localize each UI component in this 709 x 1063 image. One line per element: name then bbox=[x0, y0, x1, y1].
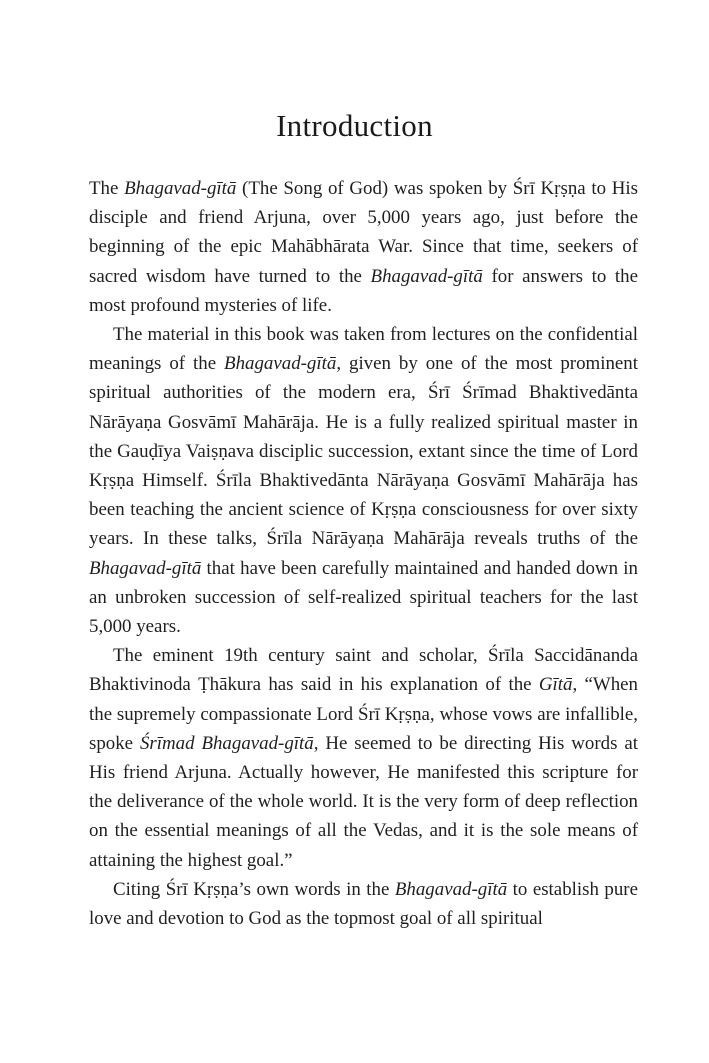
text-segment: , given by one of the most prominent spiritual authorities of the modern era, Śrī Śrīmad Bhaktivedānta Nārāyaṇa Gosvāmī Mahārāja. He is a fully realized spiritual master in the Gauḍīya Vaiṣṇava disciplic succession, extant since the time of Lord Kṛṣṇa Himself. Śrīla Bhaktivedānta Nārāyaṇa Gosvāmī Mahārāja has been teaching the ancient science of Kṛṣṇa consciousness for over sixty years. In these talks, Śrīla Nārāyaṇa Mahārāja reveals truths of the bbox=[89, 353, 638, 550]
italic-title-segment: Bhagavad-gītā bbox=[394, 878, 508, 900]
italic-title-segment: Śrīmad Bhagavad-gītā bbox=[139, 732, 314, 754]
text-segment: that have been carefully maintained and handed down in an unbroken succession of self-realized spiritual teachers for the last 5,000 years. bbox=[89, 557, 638, 638]
paragraph-3 bbox=[89, 641, 638, 875]
text-segment: to establish pure love and devotion to God as the topmost goal of all spiritual bbox=[89, 878, 638, 930]
paragraph-1 bbox=[89, 174, 638, 320]
text-segment: , He seemed to be directing His words at His friend Arjuna. Actually however, He manifested this scripture for the deliverance of the whole world. It is the very form of deep reflection on the essential meanings of all the Vedas, and it is the sole means of attaining the highest goal.” bbox=[89, 732, 638, 871]
text-segment: The bbox=[89, 178, 125, 199]
paragraph-4 bbox=[89, 875, 638, 933]
italic-title-segment: Bhagavad-gītā bbox=[370, 265, 483, 287]
italic-title-segment: Bhagavad-gītā bbox=[224, 353, 337, 375]
italic-title-segment: Bhagavad-gītā bbox=[124, 178, 237, 199]
text-segment: The eminent 19th century saint and scholar, Śrīla Saccidānanda Bhaktivinoda Ṭhākura has said in his explanation of the bbox=[89, 645, 638, 696]
text-segment: , “When the supremely compassionate Lord Śrī Kṛṣṇa, whose vows are infallible, spoke bbox=[89, 674, 638, 754]
italic-title-segment: Bhagavad-gītā bbox=[89, 557, 202, 579]
text-segment: (The Song of God) was spoken by Śrī Kṛṣṇa to His disciple and friend Arjuna, over 5,000 years ago, just before the beginning of the epic Mahābhārata War. Since that time, seekers of sacred wisdom have turned to the bbox=[89, 178, 638, 287]
page-title: Introduction bbox=[276, 108, 433, 143]
italic-title-segment: Gītā bbox=[538, 674, 573, 696]
text-segment: Citing Śrī Kṛṣṇa’s own words in the bbox=[113, 878, 395, 900]
body-text bbox=[89, 174, 638, 933]
paragraph-2 bbox=[89, 320, 638, 641]
text-segment: for answers to the most profound mysteries of life. bbox=[89, 265, 638, 316]
text-segment: The material in this book was taken from lectures on the confidential meanings of the bbox=[89, 324, 638, 375]
